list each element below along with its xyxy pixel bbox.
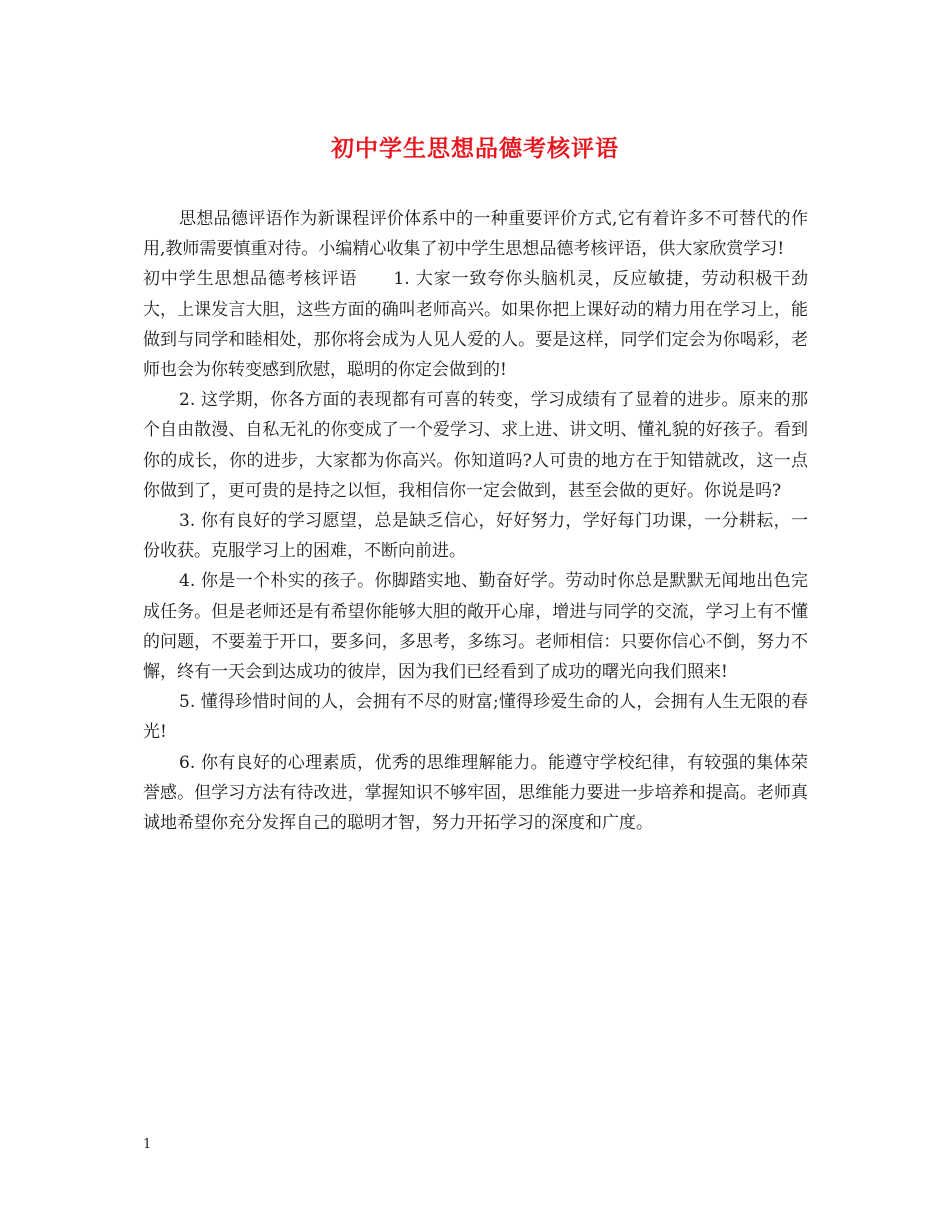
comment-3: 3. 你有良好的学习愿望，总是缺乏信心，好好努力，学好每门功课，一分耕耘，一份收获。克服学习上的困难，不断向前进。 bbox=[143, 511, 808, 562]
document-body bbox=[143, 204, 808, 838]
page-number: 1 bbox=[143, 1137, 152, 1152]
intro-paragraph: 思想品德评语作为新课程评价体系中的一种重要评价方式,它有着许多不可替代的作用,教师需要慎重对待。小编精心收集了初中学生思想品德考核评语，供大家欣赏学习! bbox=[143, 209, 808, 260]
section-heading: 初中学生思想品德考核评语 bbox=[143, 269, 358, 290]
comment-1: 1. 大家一致夸你头脑机灵，反应敏捷，劳动积极干劲大，上课发言大胆，这些方面的确叫老师高兴。如果你把上课好动的精力用在学习上，能做到与同学和睦相处，那你将会成为人见人爱的人。要是这样，同学们定会为你喝彩，老师也会为你转变感到欣慰，聪明的你定会做到的! bbox=[143, 269, 809, 381]
comment-5: 5. 懂得珍惜时间的人，会拥有不尽的财富;懂得珍爱生命的人，会拥有人生无限的春光! bbox=[143, 692, 808, 743]
comment-4: 4. 你是一个朴实的孩子。你脚踏实地、勤奋好学。劳动时你总是默默无闻地出色完成任务。但是老师还是有希望你能够大胆的敞开心扉，增进与同学的交流，学习上有不懂的问题，不要羞于开口，要多问，多思考，多练习。老师相信：只要你信心不倒，努力不懈，终有一天会到达成功的彼岸，因为我们已经看到了成功的曙光向我们照来! bbox=[143, 571, 808, 683]
comment-6: 6. 你有良好的心理素质，优秀的思维理解能力。能遵守学校纪律，有较强的集体荣誉感。但学习方法有待改进，掌握知识不够牢固，思维能力要进一步培养和提高。老师真诚地希望你充分发挥自己的聪明才智，努力开拓学习的深度和广度。 bbox=[143, 752, 808, 834]
section-paragraph-1 bbox=[143, 264, 808, 385]
comment-2: 2. 这学期，你各方面的表现都有可喜的转变，学习成绩有了显着的进步。原来的那个自由散漫、自私无礼的你变成了一个爱学习、求上进、讲文明、懂礼貌的好孩子。看到你的成长，你的进步，大家都为你高兴。你知道吗?人可贵的地方在于知错就改，这一点你做到了，更可贵的是持之以恒，我相信你一定会做到，甚至会做的更好。你说是吗? bbox=[143, 390, 808, 501]
document-title: 初中学生思想品德考核评语 bbox=[331, 135, 619, 162]
